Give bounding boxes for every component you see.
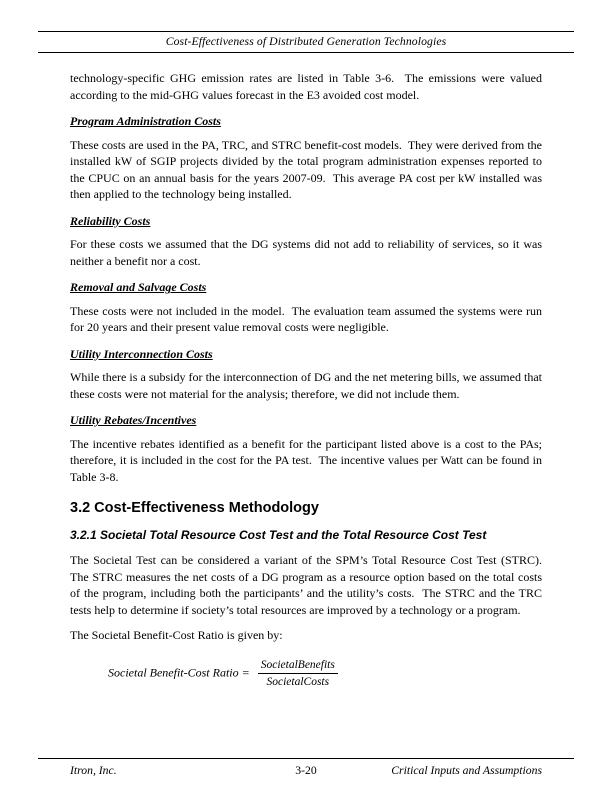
formula-denominator: SocietalCosts [266, 675, 330, 688]
formula-lhs: Societal Benefit-Cost Ratio = [108, 664, 250, 679]
footer-page-number: 3-20 [295, 764, 317, 777]
paragraph-program-administration-costs: These costs are used in the PA, TRC, and STRC benefit-cost models. They were derived from the installed kW of SGIP projects divided by the total program administration expenses reported to the CPUC on an annual basis for the years 2007-09. This average PA cost per kW installed was then applied to the technology being installed. [70, 137, 545, 201]
section-heading-3-2-1: 3.2.1 Societal Total Resource Cost Test and the Total Resource Cost Test [70, 527, 487, 542]
paragraph-utility-interconnection-costs: While there is a subsidy for the interconnection of DG and the net metering bills, we assumed that these costs were not material for the analysis; therefore, we did not include them. [70, 370, 545, 401]
paragraph-removal-salvage-costs: These costs were not included in the model. The evaluation team assumed the systems were run for 20 years and their present value removal costs were negligible. [70, 303, 545, 334]
paragraph-reliability-costs: For these costs we assumed that the DG systems did not add to reliability of services, so it was neither a benefit nor a cost. [70, 237, 545, 268]
page-footer [38, 758, 574, 777]
footer-rule [38, 758, 574, 759]
heading-program-administration-costs: Program Administration Costs [70, 114, 221, 128]
running-header-title: Cost-Effectiveness of Distributed Generation Technologies [165, 35, 447, 48]
paragraph-societal-test: The Societal Test can be considered a variant of the SPM’s Total Resource Cost Test (STRC). The STRC measures the net costs of a DG program as a resource option based on the total costs of the program, including both the participants’ and the utility’s costs. The STRC and the TRC tests help to determine if society’s total resources are improved by a technology or a program. [70, 553, 548, 617]
footer-company: Itron, Inc. [70, 764, 117, 777]
paragraph-utility-rebates-incentives: The incentive rebates identified as a benefit for the participant listed above is a cost to the PAs; therefore, it is included in the cost for the PA test. The incentive values per Watt can be found in Table 3-8. [70, 436, 545, 484]
heading-utility-interconnection-costs: Utility Interconnection Costs [70, 346, 213, 361]
header-rule-bottom [38, 52, 574, 53]
content-body [70, 70, 548, 689]
heading-removal-salvage-costs: Removal and Salvage Costs [70, 280, 207, 294]
footer-chapter-title: Critical Inputs and Assumptions [391, 764, 542, 777]
formula-societal-benefit-cost-ratio [108, 658, 542, 689]
page-header [38, 31, 574, 53]
paragraph-formula-intro: The Societal Benefit-Cost Ratio is given by: [70, 628, 283, 642]
section-heading-3-2: 3.2 Cost-Effectiveness Methodology [70, 500, 319, 516]
heading-reliability-costs: Reliability Costs [70, 213, 151, 228]
formula-fraction [258, 658, 338, 689]
paragraph-ghg-emissions: technology-specific GHG emission rates are listed in Table 3-6. The emissions were valued according to the mid-GHG values forecast in the E3 avoided cost model. [70, 71, 545, 102]
footer-row [38, 764, 574, 777]
formula-numerator: SocietalBenefits [258, 658, 338, 674]
heading-utility-rebates-incentives: Utility Rebates/Incentives [70, 413, 197, 427]
